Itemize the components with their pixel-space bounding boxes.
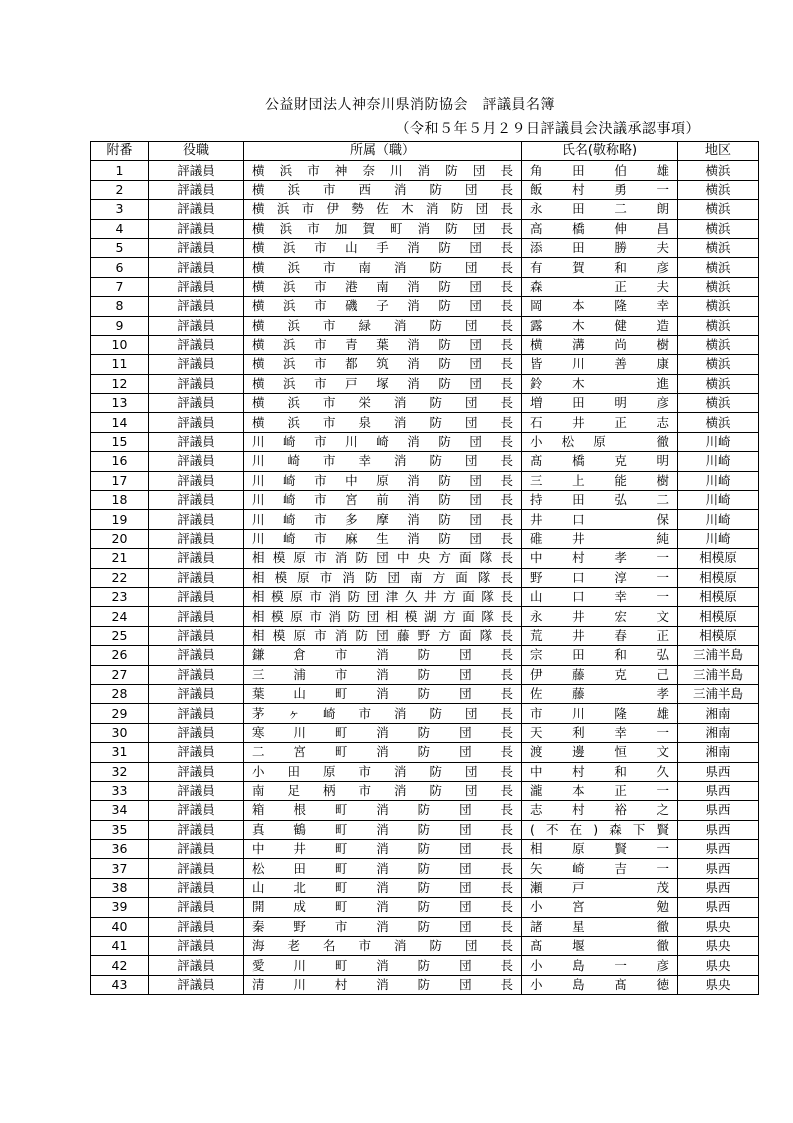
cell-num: 5 [91, 238, 149, 257]
councilor-table [90, 141, 759, 995]
cell-role: 評議員 [149, 316, 244, 335]
cell-affiliation: 横浜市都筑消防団長 [244, 355, 522, 374]
cell-role: 評議員 [149, 975, 244, 994]
cell-name: 小宮 勉 [522, 898, 678, 917]
cell-role: 評議員 [149, 335, 244, 354]
cell-name: 露木健造 [522, 316, 678, 335]
cell-name: 岡本隆幸 [522, 297, 678, 316]
cell-region: 横浜 [678, 219, 759, 238]
cell-role: 評議員 [149, 781, 244, 800]
cell-num: 19 [91, 510, 149, 529]
cell-num: 42 [91, 956, 149, 975]
cell-affiliation: 真鶴町消防団長 [244, 820, 522, 839]
cell-name: 碓井 純 [522, 529, 678, 548]
cell-affiliation: 相模原市消防団藤野方面隊長 [244, 626, 522, 645]
cell-num: 11 [91, 355, 149, 374]
cell-affiliation: 寒川町消防団長 [244, 723, 522, 742]
cell-affiliation: 葉山町消防団長 [244, 684, 522, 703]
cell-num: 9 [91, 316, 149, 335]
cell-name: 渡邊恒文 [522, 743, 678, 762]
cell-region: 県西 [678, 762, 759, 781]
cell-region: 三浦半島 [678, 646, 759, 665]
table-row [91, 723, 759, 742]
cell-region: 川崎 [678, 452, 759, 471]
cell-role: 評議員 [149, 898, 244, 917]
table-row [91, 743, 759, 762]
cell-role: 評議員 [149, 549, 244, 568]
header-region: 地区 [678, 142, 759, 161]
header-name: 氏名(敬称略) [522, 142, 678, 161]
table-row [91, 297, 759, 316]
cell-name: 相原賢一 [522, 840, 678, 859]
cell-name: 増田明彦 [522, 394, 678, 413]
table-row [91, 937, 759, 956]
cell-region: 相模原 [678, 568, 759, 587]
cell-role: 評議員 [149, 394, 244, 413]
cell-region: 横浜 [678, 277, 759, 296]
cell-affiliation: 横浜市加賀町消防団長 [244, 219, 522, 238]
cell-num: 23 [91, 587, 149, 606]
cell-role: 評議員 [149, 200, 244, 219]
cell-num: 30 [91, 723, 149, 742]
cell-role: 評議員 [149, 180, 244, 199]
cell-region: 県西 [678, 859, 759, 878]
cell-affiliation: 南足柄市消防団長 [244, 781, 522, 800]
cell-name: 志村裕之 [522, 801, 678, 820]
cell-affiliation: 秦野市消防団長 [244, 917, 522, 936]
cell-num: 3 [91, 200, 149, 219]
cell-name: 石井正志 [522, 413, 678, 432]
cell-region: 横浜 [678, 297, 759, 316]
table-row [91, 258, 759, 277]
cell-affiliation: 松田町消防団長 [244, 859, 522, 878]
cell-name: 佐藤 孝 [522, 684, 678, 703]
cell-region: 川崎 [678, 471, 759, 490]
cell-region: 横浜 [678, 316, 759, 335]
cell-region: 相模原 [678, 587, 759, 606]
cell-name: (不在)森下賢 [522, 820, 678, 839]
cell-affiliation: 川崎市多摩消防団長 [244, 510, 522, 529]
cell-region: 横浜 [678, 180, 759, 199]
table-row [91, 878, 759, 897]
cell-role: 評議員 [149, 665, 244, 684]
cell-num: 36 [91, 840, 149, 859]
cell-affiliation: 相模原市消防団南方面隊長 [244, 568, 522, 587]
table-row [91, 413, 759, 432]
cell-num: 38 [91, 878, 149, 897]
cell-name: 井口 保 [522, 510, 678, 529]
cell-role: 評議員 [149, 529, 244, 548]
table-row [91, 917, 759, 936]
cell-affiliation: 相模原市消防団中央方面隊長 [244, 549, 522, 568]
cell-name: 角田伯雄 [522, 161, 678, 180]
cell-affiliation: 横浜市山手消防団長 [244, 238, 522, 257]
cell-affiliation: 相模原市消防団津久井方面隊長 [244, 587, 522, 606]
table-row [91, 529, 759, 548]
table-body [91, 161, 759, 995]
cell-name: 三上能樹 [522, 471, 678, 490]
cell-role: 評議員 [149, 626, 244, 645]
cell-role: 評議員 [149, 723, 244, 742]
cell-affiliation: 横浜市戸塚消防団長 [244, 374, 522, 393]
cell-num: 29 [91, 704, 149, 723]
cell-name: 永井宏文 [522, 607, 678, 626]
table-row [91, 626, 759, 645]
cell-region: 県西 [678, 898, 759, 917]
cell-name: 中村和久 [522, 762, 678, 781]
cell-name: 市川隆雄 [522, 704, 678, 723]
table-row [91, 898, 759, 917]
cell-num: 8 [91, 297, 149, 316]
cell-name: 瀧本正一 [522, 781, 678, 800]
cell-affiliation: 横浜市青葉消防団長 [244, 335, 522, 354]
cell-name: 伊藤克己 [522, 665, 678, 684]
table-row [91, 684, 759, 703]
cell-affiliation: 清川村消防団長 [244, 975, 522, 994]
cell-affiliation: 茅ヶ崎市消防団長 [244, 704, 522, 723]
table-row [91, 471, 759, 490]
cell-role: 評議員 [149, 820, 244, 839]
cell-role: 評議員 [149, 432, 244, 451]
cell-role: 評議員 [149, 238, 244, 257]
cell-name: 山口幸一 [522, 587, 678, 606]
table-row [91, 975, 759, 994]
cell-region: 県央 [678, 917, 759, 936]
cell-num: 34 [91, 801, 149, 820]
cell-role: 評議員 [149, 743, 244, 762]
cell-affiliation: 箱根町消防団長 [244, 801, 522, 820]
table-row [91, 549, 759, 568]
cell-role: 評議員 [149, 258, 244, 277]
cell-role: 評議員 [149, 452, 244, 471]
cell-affiliation: 横浜市伊勢佐木消防団長 [244, 200, 522, 219]
cell-affiliation: 三浦市消防団長 [244, 665, 522, 684]
cell-num: 15 [91, 432, 149, 451]
cell-region: 湘南 [678, 704, 759, 723]
cell-region: 横浜 [678, 200, 759, 219]
cell-affiliation: 鎌倉市消防団長 [244, 646, 522, 665]
cell-name: 持田弘二 [522, 491, 678, 510]
cell-affiliation: 相模原市消防団相模湖方面隊長 [244, 607, 522, 626]
cell-name: 天利幸一 [522, 723, 678, 742]
table-row [91, 200, 759, 219]
table-header-row [91, 142, 759, 161]
cell-num: 10 [91, 335, 149, 354]
cell-num: 14 [91, 413, 149, 432]
cell-num: 7 [91, 277, 149, 296]
table-row [91, 161, 759, 180]
table-row [91, 956, 759, 975]
cell-role: 評議員 [149, 917, 244, 936]
table-row [91, 374, 759, 393]
cell-role: 評議員 [149, 297, 244, 316]
cell-num: 6 [91, 258, 149, 277]
table-row [91, 491, 759, 510]
cell-name: 宗田和弘 [522, 646, 678, 665]
table-row [91, 781, 759, 800]
cell-name: 小島髙徳 [522, 975, 678, 994]
cell-role: 評議員 [149, 704, 244, 723]
cell-num: 16 [91, 452, 149, 471]
table-row [91, 704, 759, 723]
table-row [91, 355, 759, 374]
cell-affiliation: 横浜市西消防団長 [244, 180, 522, 199]
cell-role: 評議員 [149, 510, 244, 529]
cell-region: 横浜 [678, 413, 759, 432]
cell-num: 31 [91, 743, 149, 762]
cell-role: 評議員 [149, 374, 244, 393]
table-row [91, 607, 759, 626]
table-row [91, 801, 759, 820]
cell-region: 横浜 [678, 258, 759, 277]
cell-name: 横溝尚樹 [522, 335, 678, 354]
cell-name: 矢崎吉一 [522, 859, 678, 878]
cell-affiliation: 川崎市麻生消防団長 [244, 529, 522, 548]
cell-num: 41 [91, 937, 149, 956]
table-row [91, 840, 759, 859]
cell-region: 横浜 [678, 394, 759, 413]
cell-num: 32 [91, 762, 149, 781]
cell-role: 評議員 [149, 762, 244, 781]
cell-num: 33 [91, 781, 149, 800]
cell-affiliation: 開成町消防団長 [244, 898, 522, 917]
page-subtitle: （令和５年５月２９日評議員会決議承認事項） [395, 121, 700, 137]
cell-name: 小島一彦 [522, 956, 678, 975]
cell-num: 37 [91, 859, 149, 878]
table-row [91, 587, 759, 606]
table-row [91, 277, 759, 296]
cell-region: 県央 [678, 937, 759, 956]
cell-affiliation: 海老名市消防団長 [244, 937, 522, 956]
cell-role: 評議員 [149, 956, 244, 975]
cell-num: 40 [91, 917, 149, 936]
cell-num: 12 [91, 374, 149, 393]
cell-role: 評議員 [149, 491, 244, 510]
table-row [91, 238, 759, 257]
cell-num: 28 [91, 684, 149, 703]
table-row [91, 219, 759, 238]
table-row [91, 510, 759, 529]
cell-num: 13 [91, 394, 149, 413]
cell-region: 川崎 [678, 491, 759, 510]
cell-name: 飯村勇一 [522, 180, 678, 199]
table-row [91, 316, 759, 335]
cell-region: 横浜 [678, 335, 759, 354]
cell-num: 1 [91, 161, 149, 180]
cell-name: 諸星 徹 [522, 917, 678, 936]
cell-num: 20 [91, 529, 149, 548]
table-row [91, 646, 759, 665]
cell-region: 県央 [678, 975, 759, 994]
header-role: 役職 [149, 142, 244, 161]
cell-num: 22 [91, 568, 149, 587]
cell-num: 17 [91, 471, 149, 490]
cell-affiliation: 川崎市中原消防団長 [244, 471, 522, 490]
cell-num: 24 [91, 607, 149, 626]
cell-name: 高橋伸昌 [522, 219, 678, 238]
cell-name: 永田二朗 [522, 200, 678, 219]
cell-role: 評議員 [149, 878, 244, 897]
cell-role: 評議員 [149, 684, 244, 703]
cell-region: 県西 [678, 840, 759, 859]
cell-region: 相模原 [678, 549, 759, 568]
cell-affiliation: 横浜市緑消防団長 [244, 316, 522, 335]
cell-name: 中村孝一 [522, 549, 678, 568]
cell-region: 相模原 [678, 607, 759, 626]
cell-num: 35 [91, 820, 149, 839]
cell-region: 三浦半島 [678, 684, 759, 703]
cell-name: 鈴木 進 [522, 374, 678, 393]
cell-affiliation: 中井町消防団長 [244, 840, 522, 859]
cell-role: 評議員 [149, 587, 244, 606]
cell-affiliation: 二宮町消防団長 [244, 743, 522, 762]
table-row [91, 432, 759, 451]
cell-name: 有賀和彦 [522, 258, 678, 277]
cell-name: 髙橋克明 [522, 452, 678, 471]
cell-role: 評議員 [149, 219, 244, 238]
cell-region: 川崎 [678, 510, 759, 529]
cell-role: 評議員 [149, 568, 244, 587]
table-row [91, 180, 759, 199]
cell-role: 評議員 [149, 801, 244, 820]
cell-region: 川崎 [678, 529, 759, 548]
cell-num: 18 [91, 491, 149, 510]
table-row [91, 394, 759, 413]
table-row [91, 335, 759, 354]
cell-affiliation: 山北町消防団長 [244, 878, 522, 897]
cell-role: 評議員 [149, 840, 244, 859]
cell-role: 評議員 [149, 859, 244, 878]
cell-role: 評議員 [149, 471, 244, 490]
cell-region: 川崎 [678, 432, 759, 451]
cell-num: 2 [91, 180, 149, 199]
cell-affiliation: 川崎市川崎消防団長 [244, 432, 522, 451]
cell-affiliation: 川崎市幸消防団長 [244, 452, 522, 471]
cell-name: 瀬戸 茂 [522, 878, 678, 897]
table-row [91, 452, 759, 471]
header-affiliation: 所属（職） [244, 142, 522, 161]
cell-region: 県央 [678, 956, 759, 975]
cell-name: 野口淳一 [522, 568, 678, 587]
cell-role: 評議員 [149, 413, 244, 432]
table-row [91, 859, 759, 878]
cell-num: 26 [91, 646, 149, 665]
cell-region: 横浜 [678, 161, 759, 180]
cell-region: 県西 [678, 781, 759, 800]
cell-name: 小松原 徹 [522, 432, 678, 451]
cell-affiliation: 横浜市磯子消防団長 [244, 297, 522, 316]
cell-affiliation: 愛川町消防団長 [244, 956, 522, 975]
page-title: 公益財団法人神奈川県消防協会 評議員名簿 [265, 97, 555, 113]
cell-role: 評議員 [149, 355, 244, 374]
cell-region: 横浜 [678, 355, 759, 374]
cell-name: 皆川善康 [522, 355, 678, 374]
cell-affiliation: 横浜市港南消防団長 [244, 277, 522, 296]
cell-region: 県西 [678, 878, 759, 897]
cell-role: 評議員 [149, 646, 244, 665]
cell-region: 相模原 [678, 626, 759, 645]
cell-region: 県西 [678, 820, 759, 839]
cell-num: 25 [91, 626, 149, 645]
cell-role: 評議員 [149, 937, 244, 956]
cell-name: 髙堰 徹 [522, 937, 678, 956]
cell-affiliation: 小田原市消防団長 [244, 762, 522, 781]
cell-region: 横浜 [678, 374, 759, 393]
cell-region: 横浜 [678, 238, 759, 257]
cell-role: 評議員 [149, 607, 244, 626]
cell-affiliation: 横浜市栄消防団長 [244, 394, 522, 413]
cell-num: 43 [91, 975, 149, 994]
cell-affiliation: 横浜市泉消防団長 [244, 413, 522, 432]
cell-region: 県西 [678, 801, 759, 820]
table-row [91, 762, 759, 781]
cell-affiliation: 横浜市神奈川消防団長 [244, 161, 522, 180]
table-row [91, 568, 759, 587]
cell-region: 三浦半島 [678, 665, 759, 684]
table-row [91, 665, 759, 684]
table-row [91, 820, 759, 839]
cell-num: 27 [91, 665, 149, 684]
cell-role: 評議員 [149, 277, 244, 296]
cell-region: 湘南 [678, 723, 759, 742]
cell-affiliation: 川崎市宮前消防団長 [244, 491, 522, 510]
cell-region: 湘南 [678, 743, 759, 762]
cell-num: 21 [91, 549, 149, 568]
cell-name: 森 正夫 [522, 277, 678, 296]
cell-role: 評議員 [149, 161, 244, 180]
cell-num: 4 [91, 219, 149, 238]
cell-num: 39 [91, 898, 149, 917]
cell-name: 添田勝夫 [522, 238, 678, 257]
header-num: 附番 [91, 142, 149, 161]
cell-name: 荒井春正 [522, 626, 678, 645]
cell-affiliation: 横浜市南消防団長 [244, 258, 522, 277]
